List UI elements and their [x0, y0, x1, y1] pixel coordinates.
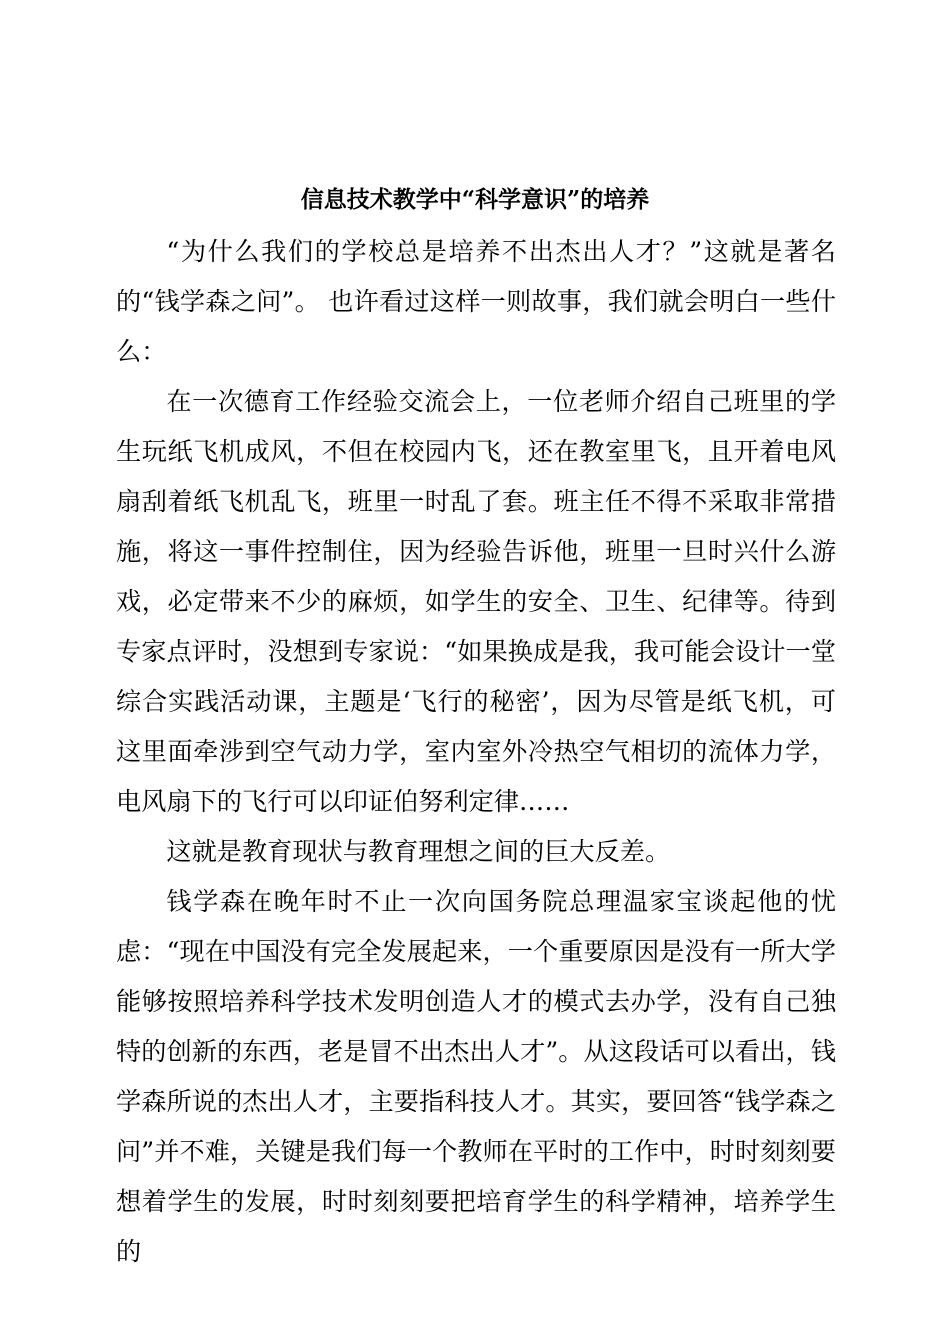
paragraph-story: 在一次德育工作经验交流会上，一位老师介绍自己班里的学生玩纸飞机成风，不但在校园内飞，还在教室里飞，且开着电风扇刮着纸飞机乱飞，班里一时乱了套。班主任不得不采取非常措施，将这一事件控制住，因为经验告诉他，班里一旦时兴什么游戏，必定带来不少的麻烦，如学生的安全、卫生、纪律等。待到专家点评时，没想到专家说：“如果换成是我，我可能会设计一堂综合实践活动课，主题是‘飞行的秘密’，因为尽管是纸飞机，可这里面牵涉到空气动力学，室内室外冷热空气相切的流体力学，电风扇下的飞行可以印证伯努利定律……	[116, 387, 836, 816]
document-body	[116, 227, 836, 1277]
paragraph-contrast: 这就是教育现状与教育理想之间的巨大反差。	[166, 837, 671, 866]
paragraph-qian-xuesen: 钱学森在晚年时不止一次向国务院总理温家宝谈起他的忧虑：“现在中国没有完全发展起来，一个重要原因是没有一所大学能够按照培养科学技术发明创造人才的模式去办学，没有自己独特的创新的东西，老是冒不出杰出人才”。从这段话可以看出，钱学森所说的杰出人才，主要指科技人才。其实，要回答“钱学森之问”并不难，关键是我们每一个教师在平时的工作中，时时刻刻要想着学生的发展，时时刻刻要把培育学生的科学精神，培养学生的	[116, 887, 836, 1266]
paragraph-intro: “为什么我们的学校总是培养不出杰出人才？”这就是著名的“钱学森之问”。 也许看过这样一则故事，我们就会明白一些什么：	[116, 237, 836, 366]
document-title: 信息技术教学中“科学意识”的培养	[300, 186, 650, 213]
